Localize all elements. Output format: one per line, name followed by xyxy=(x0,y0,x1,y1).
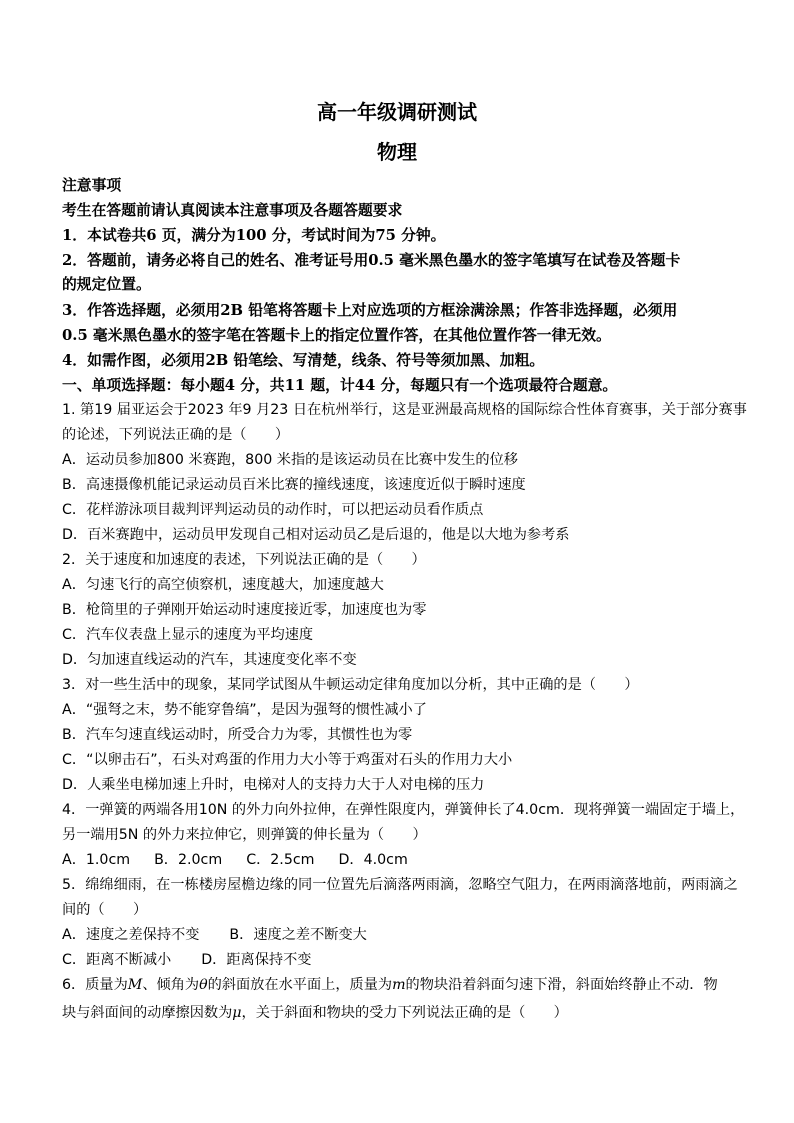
q2-option-c: C．汽车仪表盘上显示的速度为平均速度 xyxy=(62,627,314,643)
q4-option-c: C．2.5cm xyxy=(246,852,315,868)
notice-item-2a: 2．答题前，请务必将自己的姓名、准考证号用0.5 毫米黑色墨水的签字笔填写在试卷及答题卡 xyxy=(62,252,681,269)
q5-option-d: D．距离保持不变 xyxy=(201,952,312,968)
notice-item-3a: 3．作答选择题，必须用2B 铅笔将答题卡上对应选项的方框涂满涂黑；作答非选择题，必须用 xyxy=(62,302,678,319)
q1-option-d: D．百米赛跑中，运动员甲发现自己相对运动员乙是后退的，他是以大地为参考系 xyxy=(62,527,570,543)
q6-text-3: 的斜面放在水平面上，质量为 xyxy=(207,977,393,993)
q3-option-d: D．人乘坐电梯加速上升时，电梯对人的支持力大于人对电梯的压力 xyxy=(62,777,485,793)
notice-intro: 考生在答题前请认真阅读本注意事项及各题答题要求 xyxy=(62,202,403,219)
q5-stem-b: 间的（ ） xyxy=(62,902,148,918)
q5-option-b: B．速度之差不断变大 xyxy=(229,927,367,943)
q3-stem: 3．对一些生活中的现象，某同学试图从牛顿运动定律角度加以分析，其中正确的是（ ） xyxy=(62,677,639,693)
q4-option-a: A．1.0cm xyxy=(62,852,131,868)
q4-stem-a: 4．一弹簧的两端各用10N 的外力向外拉伸，在弹性限度内，弹簧伸长了4.0cm．现将弹簧一端固定于墙上， xyxy=(62,802,745,818)
q1-option-c: C．花样游泳项目裁判评判运动员的动作时，可以把运动员看作质点 xyxy=(62,502,484,518)
notice-heading: 注意事项 xyxy=(62,177,122,194)
q6-text-1: 6．质量为 xyxy=(62,977,128,993)
q6-text-2: 、倾角为 xyxy=(142,977,200,993)
q2-stem: 2．关于速度和加速度的表述，下列说法正确的是（ ） xyxy=(62,552,426,568)
q6-text-5: 块与斜面间的动摩擦因数为 xyxy=(62,1005,233,1021)
q2-option-a: A．匀速飞行的高空侦察机，速度越大，加速度越大 xyxy=(62,577,384,593)
q3-option-c: C．“以卵击石”，石头对鸡蛋的作用力大小等于鸡蛋对石头的作用力大小 xyxy=(62,752,513,768)
q2-option-b: B．枪筒里的子弹刚开始运动时速度接近零，加速度也为零 xyxy=(62,602,427,618)
notice-item-4: 4．如需作图，必须用2B 铅笔绘、写清楚，线条、符号等须加黑、加粗。 xyxy=(62,352,545,369)
notice-item-1: 1．本试卷共6 页，满分为100 分，考试时间为75 分钟。 xyxy=(62,227,446,244)
q6-var-mass-small: m xyxy=(392,977,406,993)
q6-var-mu: μ xyxy=(232,1005,242,1021)
q1-option-b: B．高速摄像机能记录运动员百米比赛的撞线速度，该速度近似于瞬时速度 xyxy=(62,477,526,493)
q4-option-d: D．4.0cm xyxy=(338,852,408,868)
q5-option-a: A．速度之差保持不变 xyxy=(62,927,200,943)
q5-options-row-2 xyxy=(62,949,311,969)
q6-text-4: 的物块沿着斜面匀速下滑，斜面始终静止不动．物 xyxy=(405,977,718,993)
q6-var-theta: θ xyxy=(199,977,208,993)
q3-option-b: B．汽车匀速直线运动时，所受合力为零，其惯性也为零 xyxy=(62,727,413,743)
notice-item-3b: 0.5 毫米黑色墨水的签字笔在答题卡上的指定位置作答，在其他位置作答一律无效。 xyxy=(62,327,611,344)
q1-stem-a: 1. 第19 届亚运会于2023 年9 月23 日在杭州举行，这是亚洲最高规格的国际综合性体育赛事，关于部分赛事 xyxy=(62,402,747,418)
notice-item-2b: 的规定位置。 xyxy=(62,276,151,293)
q5-option-c: C．距离不断减小 xyxy=(62,952,172,968)
q5-options-row-1 xyxy=(62,924,367,944)
exam-title: 高一年级调研测试 xyxy=(317,100,477,124)
exam-subject: 物理 xyxy=(377,140,417,164)
q3-option-a: A．“强弩之末，势不能穿鲁缟”，是因为强弩的惯性减小了 xyxy=(62,702,427,718)
q4-options xyxy=(62,849,408,869)
q6-stem-a xyxy=(62,974,718,994)
q6-text-6: ，关于斜面和物块的受力下列说法正确的是（ ） xyxy=(241,1005,568,1021)
q5-stem-a: 5．绵绵细雨，在一栋楼房屋檐边缘的同一位置先后滴落两雨滴，忽略空气阻力，在两雨滴落地前，两雨滴之 xyxy=(62,877,738,893)
q4-option-b: B．2.0cm xyxy=(154,852,223,868)
q1-option-a: A．运动员参加800 米赛跑，800 米指的是该运动员在比赛中发生的位移 xyxy=(62,452,518,468)
q4-stem-b: 另一端用5N 的外力来拉伸它，则弹簧的伸长量为（ ） xyxy=(62,827,427,843)
q2-option-d: D．匀加速直线运动的汽车，其速度变化率不变 xyxy=(62,652,357,668)
section-heading: 一、单项选择题：每小题4 分，共11 题，计44 分，每题只有一个选项最符合题意。 xyxy=(62,377,618,394)
q6-stem-b xyxy=(62,1002,568,1022)
q1-stem-b: 的论述，下列说法正确的是（ ） xyxy=(62,427,290,443)
q6-var-mass-big: M xyxy=(127,977,143,993)
